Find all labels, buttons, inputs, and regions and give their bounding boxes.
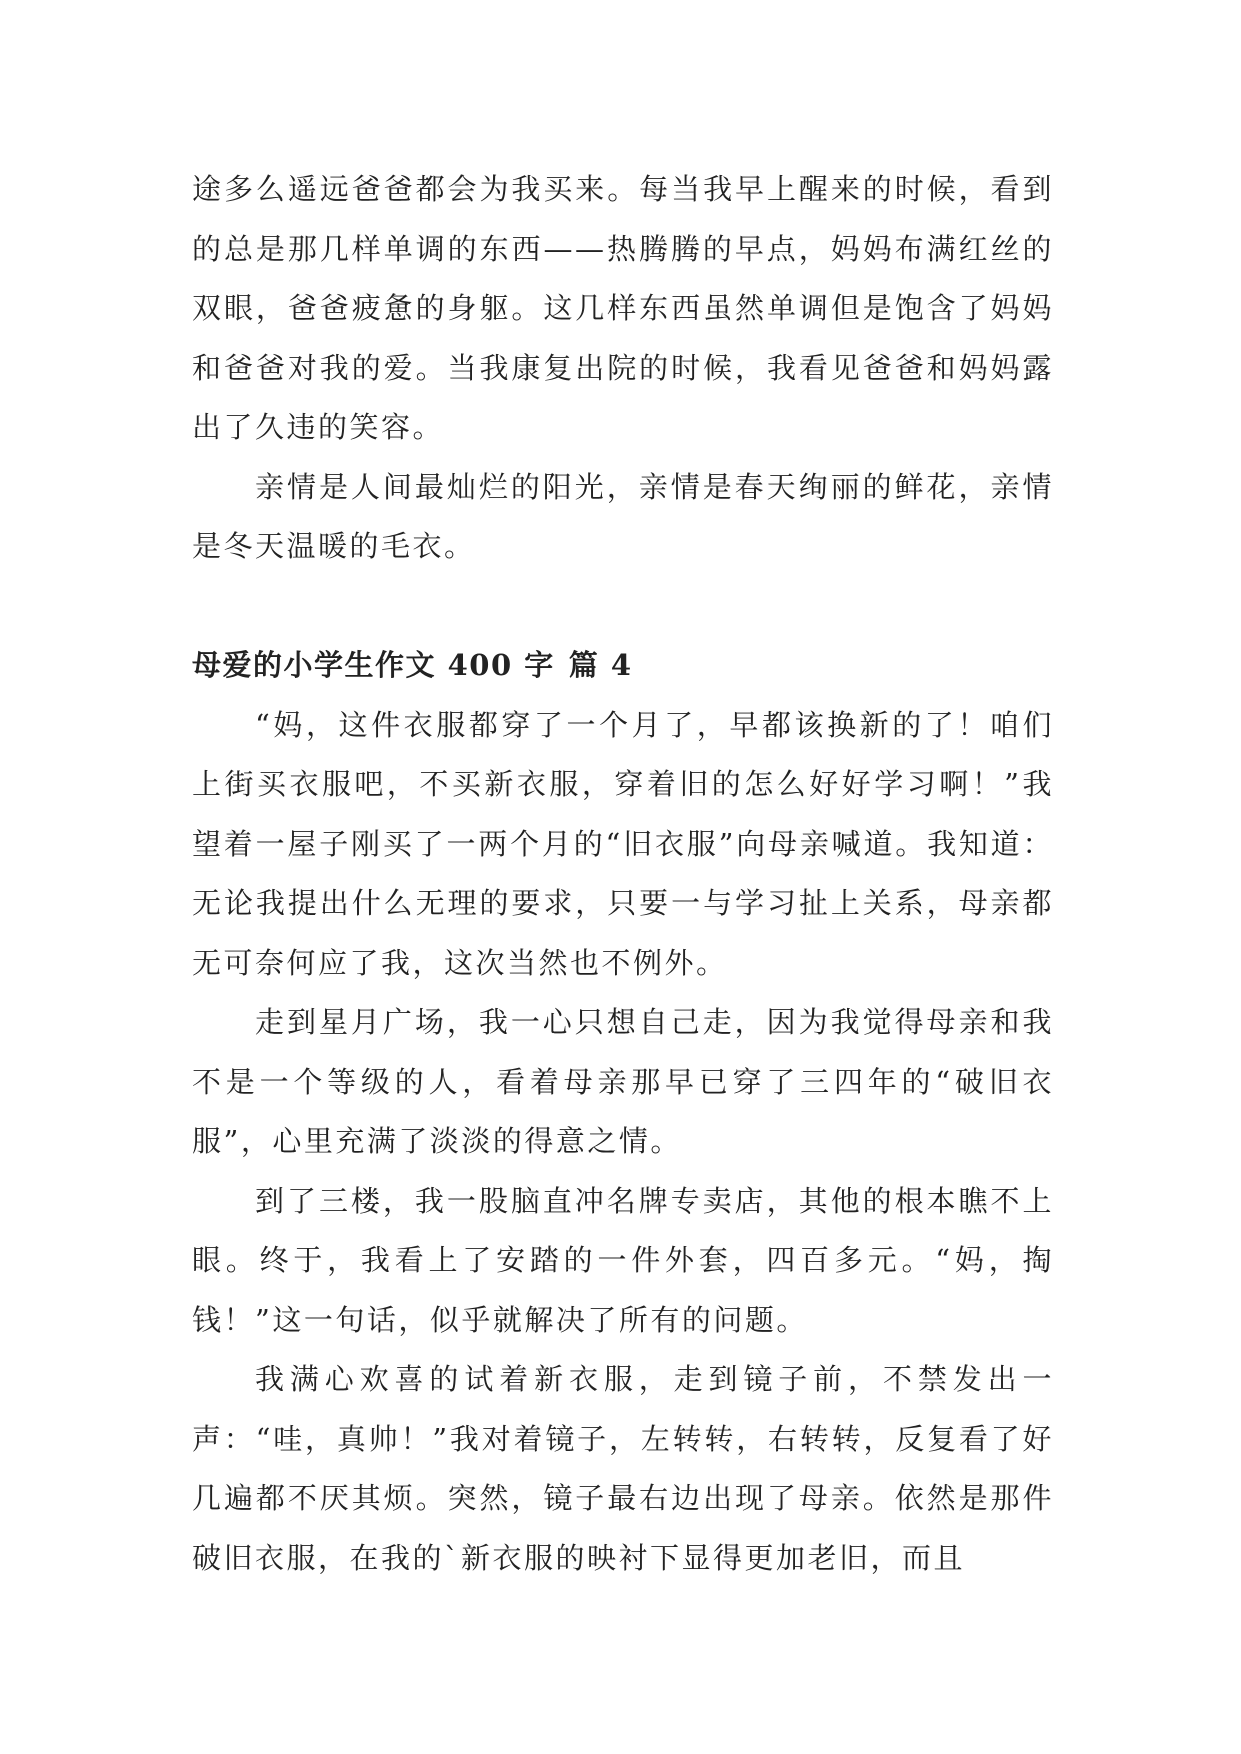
- paragraph-family-love: 亲情是人间最灿烂的阳光，亲情是春天绚丽的鲜花，亲情是冬天温暖的毛衣。: [192, 469, 1054, 563]
- section-heading: [192, 636, 1054, 696]
- section-heading-title: 母爱的小学生作文 400 字: [192, 648, 555, 682]
- paragraph-plaza: 走到星月广场，我一心只想自己走，因为我觉得母亲和我不是一个等级的人，看着母亲那早已穿了三四年的“破旧衣服”，心里充满了淡淡的得意之情。: [192, 1005, 1054, 1158]
- paragraph-asking-clothes: “妈，这件衣服都穿了一个月了，早都该换新的了！咱们上街买衣服吧，不买新衣服，穿着旧的怎么好好学习啊！”我望着一屋子刚买了一两个月的“旧衣服”向母亲喊道。我知道：无论我提出什么无理的要求，只要一与学习扯上关系，母亲都无可奈何应了我，这次当然也不例外。: [192, 707, 1054, 980]
- paragraph-hospital-ending: 途多么遥远爸爸都会为我买来。每当我早上醒来的时候，看到的总是那几样单调的东西——热腾腾的早点，妈妈布满红丝的双眼，爸爸疲惫的身躯。这几样东西虽然单调但是饱含了妈妈和爸爸对我的爱。当我康复出院的时候，我看见爸爸和妈妈露出了久违的笑容。: [192, 172, 1054, 444]
- document-body: [192, 160, 1054, 1588]
- section-heading-label: 篇 4: [568, 648, 633, 682]
- paragraph-mirror: 我满心欢喜的试着新衣服，走到镜子前，不禁发出一声：“哇，真帅！”我对着镜子，左转转，右转转，反复看了好几遍都不厌其烦。突然，镜子最右边出现了母亲。依然是那件破旧衣服，在我的`新衣服的映衬下显得更加老旧，而且: [192, 1362, 1054, 1575]
- section-spacer: [192, 577, 1054, 637]
- paragraph-third-floor: 到了三楼，我一股脑直冲名牌专卖店，其他的根本瞧不上眼。终于，我看上了安踏的一件外套，四百多元。“妈，掏钱！”这一句话，似乎就解决了所有的问题。: [192, 1183, 1054, 1337]
